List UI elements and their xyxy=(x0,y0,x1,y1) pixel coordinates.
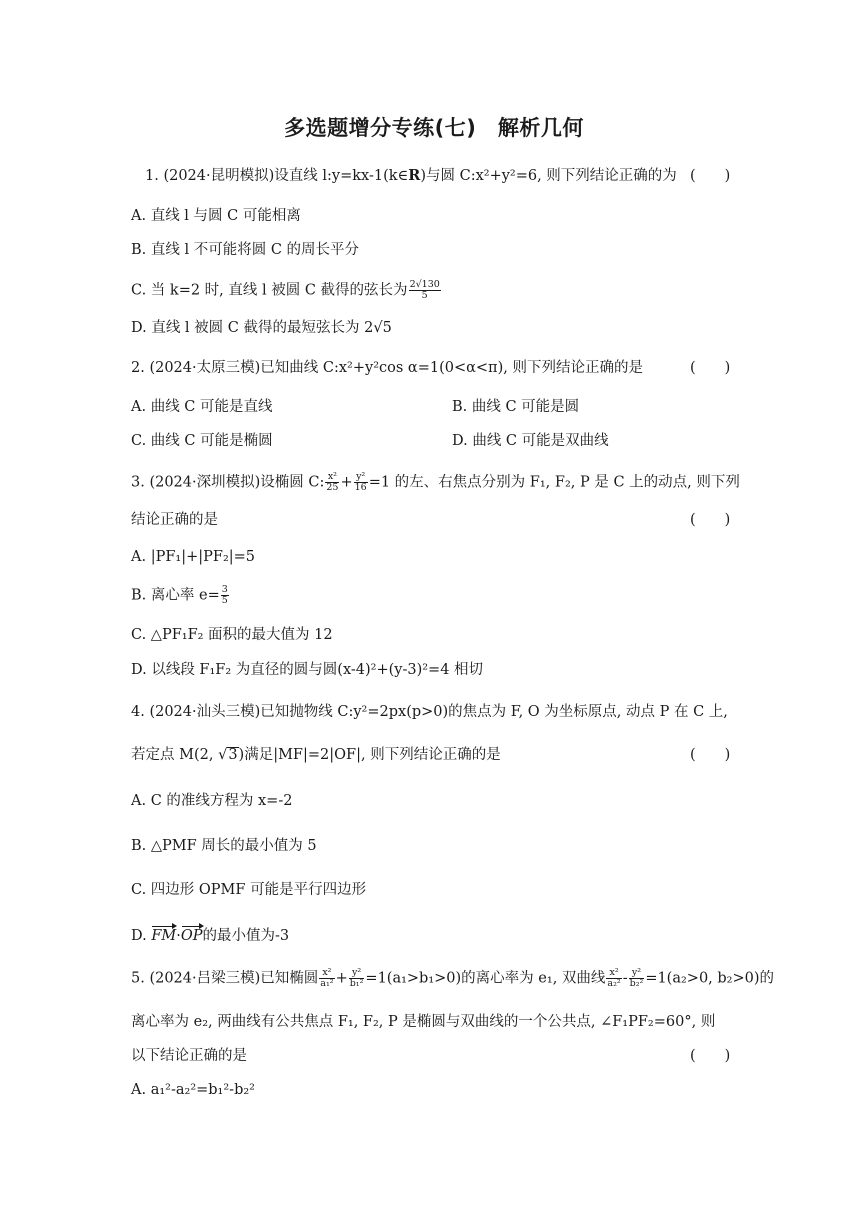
q4-option-c: C. 四边形 OPMF 可能是平行四边形 xyxy=(131,882,367,898)
q1-chord-fraction xyxy=(409,280,441,301)
fraction-numerator: x² xyxy=(606,968,621,979)
question-4-stem: 4. (2024·汕头三模)已知抛物线 C:y²=2px(p>0)的焦点为 F, O 为坐标原点, 动点 P 在 C 上, xyxy=(131,704,728,720)
q2-option-c: C. 曲线 C 可能是椭圆 xyxy=(131,433,273,449)
page-title: 多选题增分专练(七) 解析几何 xyxy=(284,116,584,140)
q4-option-d-text: 的最小值为-3 xyxy=(202,928,290,944)
q3-fraction-x xyxy=(325,472,339,493)
q1-stem-post: )与圆 C:x²+y²=6, 则下列结论正确的为 xyxy=(420,168,677,184)
q3-option-b-text: B. 离心率 e= xyxy=(131,587,220,604)
q5-fraction-y1 xyxy=(349,968,365,989)
q1-stem-body: l:y=kx-1(k∈ xyxy=(322,168,409,184)
fraction-denominator: 25 xyxy=(326,482,339,493)
q3-fraction-y xyxy=(354,472,368,493)
fraction-numerator: y² xyxy=(349,968,365,979)
fraction-numerator: 3 xyxy=(221,584,228,595)
q5-fraction-x2 xyxy=(606,968,621,989)
question-2-stem: 2. (2024·太原三模)已知曲线 C:x²+y²cos α=1(0<α<π), 则下列结论正确的是 xyxy=(131,360,643,376)
fraction-numerator: 2√130 xyxy=(409,279,440,290)
q1-option-c-text: C. 当 k=2 时, 直线 l 被圆 C 截得的弦长为 xyxy=(131,282,408,299)
q1-option-a: A. 直线 l 与圆 C 可能相离 xyxy=(131,208,301,224)
q4-answer-bracket: ( ) xyxy=(690,747,731,763)
q4-stem-line2-post: )满足|MF|=2|OF|, 则下列结论正确的是 xyxy=(238,747,501,763)
q4-option-b: B. △PMF 周长的最小值为 5 xyxy=(131,838,317,854)
q3-stem-pre: 3. (2024·深圳模拟)设椭圆 C: xyxy=(131,474,325,491)
fraction-denominator: a₂² xyxy=(607,978,621,989)
q5-plus: + xyxy=(335,970,348,987)
q1-option-c xyxy=(131,280,442,301)
q3-option-c: C. △PF₁F₂ 面积的最大值为 12 xyxy=(131,627,333,643)
q1-real-set: R xyxy=(408,167,421,184)
q3-stem-line2: 结论正确的是 xyxy=(131,512,218,528)
fraction-denominator: 5 xyxy=(421,290,428,301)
q3-stem-post: =1 的左、右焦点分别为 F₁, F₂, P 是 C 上的动点, 则下列 xyxy=(368,474,740,491)
q5-stem-mid: =1(a₁>b₁>0)的离心率为 e₁, 双曲线 xyxy=(365,970,606,987)
fraction-denominator: b₂² xyxy=(629,978,644,989)
fraction-numerator: x² xyxy=(319,968,334,979)
fraction-numerator: y² xyxy=(629,968,645,979)
q3-option-a: A. |PF₁|+|PF₂|=5 xyxy=(131,549,256,565)
question-5-stem xyxy=(131,968,774,989)
q5-option-a: A. a₁²-a₂²=b₁²-b₂² xyxy=(131,1082,255,1098)
q2-option-d: D. 曲线 C 可能是双曲线 xyxy=(452,433,609,449)
q3-answer-bracket: ( ) xyxy=(690,512,731,528)
q2-option-b: B. 曲线 C 可能是圆 xyxy=(452,399,580,415)
vector-op: OP xyxy=(180,928,203,944)
fraction-numerator: x² xyxy=(325,472,339,483)
q4-option-a: A. C 的准线方程为 x=-2 xyxy=(131,793,293,809)
q5-stem-post: =1(a₂>0, b₂>0)的 xyxy=(645,970,775,987)
q3-option-d: D. 以线段 F₁F₂ 为直径的圆与圆(x-4)²+(y-3)²=4 相切 xyxy=(131,662,484,678)
q5-fraction-y2 xyxy=(629,968,645,989)
q1-option-d: D. 直线 l 被圆 C 截得的最短弦长为 2√5 xyxy=(131,320,392,336)
fraction-denominator: 5 xyxy=(221,595,228,606)
q5-stem-pre: 5. (2024·吕梁三模)已知椭圆 xyxy=(131,970,319,987)
q3-option-b xyxy=(131,585,230,606)
fraction-denominator: a₁² xyxy=(320,978,334,989)
q4-sqrt-value: 3 xyxy=(228,747,238,763)
q4-stem-line2-pre: 若定点 M(2, xyxy=(131,747,219,763)
q1-stem-pre: 1. (2024·昆明模拟)设直线 xyxy=(145,168,323,184)
q2-option-a: A. 曲线 C 可能是直线 xyxy=(131,399,273,415)
q1-answer-bracket: ( ) xyxy=(690,168,731,184)
question-1-stem xyxy=(145,166,677,186)
q4-stem-line2: 若定点 M(2, √3)满足|MF|=2|OF|, 则下列结论正确的是 xyxy=(131,747,501,763)
q2-answer-bracket: ( ) xyxy=(690,360,731,376)
q5-stem-line2: 离心率为 e₂, 两曲线有公共焦点 F₁, F₂, P 是椭圆与双曲线的一个公共点, ∠F₁PF₂=60°, 则 xyxy=(131,1014,716,1030)
q3-eccentricity-fraction xyxy=(221,585,229,606)
q1-option-b: B. 直线 l 不可能将圆 C 的周长平分 xyxy=(131,242,360,258)
dot-operator: · xyxy=(176,928,181,944)
q3-plus: + xyxy=(340,474,353,491)
vector-fm: FM xyxy=(151,928,177,944)
fraction-denominator: b₁² xyxy=(349,978,364,989)
q5-fraction-x1 xyxy=(319,968,334,989)
q5-answer-bracket: ( ) xyxy=(690,1048,731,1064)
q5-stem-line3: 以下结论正确的是 xyxy=(131,1048,247,1064)
question-3-stem xyxy=(131,472,740,493)
q5-minus: - xyxy=(622,970,628,987)
fraction-denominator: 16 xyxy=(354,482,367,493)
q4-option-d: D. FM·OP的最小值为-3 xyxy=(131,928,290,944)
fraction-numerator: y² xyxy=(354,472,368,483)
